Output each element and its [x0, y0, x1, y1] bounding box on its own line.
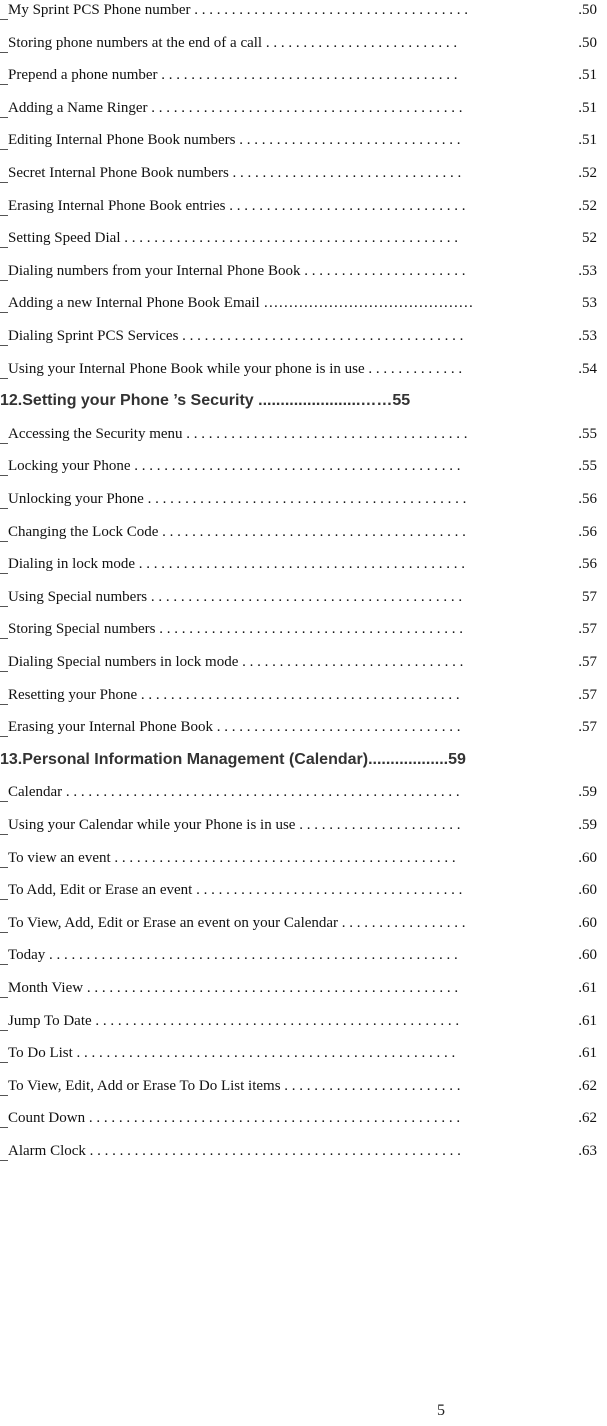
entry-underline-mark [0, 5, 8, 20]
entry-title: Storing Special numbers . . . . . . . . . . . . . . . . . . . . . . . . . . . . . . . . . . . . . . . . . [8, 621, 463, 638]
toc-entry [0, 619, 607, 647]
entry-underline-mark [0, 624, 8, 639]
toc-entry [0, 1076, 607, 1104]
toc-entry [0, 978, 607, 1006]
entry-page-number: .57 [578, 686, 597, 703]
entry-page-number: .56 [578, 523, 597, 540]
entry-title: Erasing your Internal Phone Book . . . . . . . . . . . . . . . . . . . . . . . . . . . . . . . . . [8, 719, 461, 736]
entry-title: 12.Setting your Phone ’s Security .......................…… [0, 392, 393, 410]
entry-title: Count Down . . . . . . . . . . . . . . . . . . . . . . . . . . . . . . . . . . . . . . . . . . . . . . . . . . [8, 1110, 461, 1127]
toc-entry [0, 261, 607, 289]
entry-page-number: .50 [578, 34, 597, 51]
toc-entry [0, 130, 607, 158]
entry-page-number: .63 [578, 1143, 597, 1159]
entry-page-number: .53 [578, 262, 597, 279]
entry-underline-mark [0, 722, 8, 737]
toc-entry [0, 913, 607, 941]
entry-page-number: .59 [578, 784, 597, 801]
entry-title: Using your Calendar while your Phone is in use . . . . . . . . . . . . . . . . . . . . . . [8, 817, 461, 833]
entry-underline-mark [0, 918, 8, 933]
toc-heading [0, 391, 607, 419]
entry-page-number: .51 [578, 132, 597, 149]
entry-title: Storing phone numbers at the end of a call . . . . . . . . . . . . . . . . . . . . . . . . . . [8, 34, 458, 51]
entry-underline-mark [0, 1113, 8, 1128]
entry-underline-mark [0, 1016, 8, 1031]
entry-underline-mark [0, 233, 8, 248]
toc-entry [0, 782, 607, 810]
toc-entry [0, 880, 607, 908]
entry-page-number: 53 [582, 295, 597, 312]
entry-page-number: .55 [578, 425, 597, 442]
toc-entry [0, 293, 607, 321]
entry-title: To View, Add, Edit or Erase an event on your Calendar . . . . . . . . . . . . . . . . . [8, 914, 466, 931]
toc-entry [0, 652, 607, 680]
entry-title: To Do List . . . . . . . . . . . . . . . . . . . . . . . . . . . . . . . . . . . . . . . . . . . . . . . . . . . [8, 1045, 456, 1062]
entry-underline-mark [0, 429, 8, 444]
toc-entry [0, 424, 607, 452]
toc-entry [0, 489, 607, 517]
entry-underline-mark [0, 690, 8, 705]
toc-entry [0, 1141, 607, 1169]
entry-underline-mark [0, 559, 8, 574]
entry-page-number: .61 [578, 1045, 597, 1062]
entry-page-number: .54 [578, 360, 597, 377]
entry-underline-mark [0, 266, 8, 281]
toc-entry [0, 65, 607, 93]
entry-title: Prepend a phone number . . . . . . . . . . . . . . . . . . . . . . . . . . . . . . . . . . . . . . . . [8, 67, 458, 84]
entry-page-number: .60 [578, 849, 597, 866]
page-number: 5 [437, 1402, 445, 1419]
entry-underline-mark [0, 787, 8, 802]
entry-page-number: .52 [578, 165, 597, 181]
entry-underline-mark [0, 331, 8, 346]
entry-underline-mark [0, 298, 8, 313]
entry-title: My Sprint PCS Phone number . . . . . . . . . . . . . . . . . . . . . . . . . . . . . . . . . . . . . [8, 2, 469, 18]
entry-title: To view an event . . . . . . . . . . . . . . . . . . . . . . . . . . . . . . . . . . . . . . . . . . . . . . [8, 849, 456, 866]
entry-title: Dialing Sprint PCS Services . . . . . . . . . . . . . . . . . . . . . . . . . . . . . . . . . . . . . . [8, 328, 464, 344]
entry-underline-mark [0, 168, 8, 183]
entry-title: Alarm Clock . . . . . . . . . . . . . . . . . . . . . . . . . . . . . . . . . . . . . . . . . . . . . . . . . . [8, 1143, 461, 1159]
entry-page-number: .59 [578, 817, 597, 833]
entry-underline-mark [0, 527, 8, 542]
entry-underline-mark [0, 885, 8, 900]
toc-entry [0, 815, 607, 843]
entry-underline-mark [0, 494, 8, 509]
entry-page-number: .57 [578, 719, 597, 736]
toc-entry [0, 1043, 607, 1071]
toc-entry [0, 359, 607, 387]
entry-title: Month View . . . . . . . . . . . . . . . . . . . . . . . . . . . . . . . . . . . . . . . . . . . . . . . . . . [8, 980, 459, 996]
entry-title: To Add, Edit or Erase an event . . . . . . . . . . . . . . . . . . . . . . . . . . . . . . . . . . . . [8, 882, 463, 899]
entry-underline-mark [0, 1081, 8, 1096]
entry-title: Unlocking your Phone . . . . . . . . . . . . . . . . . . . . . . . . . . . . . . . . . . . . . . . . . . . [8, 491, 467, 507]
toc-entry [0, 717, 607, 745]
entry-page-number: .50 [578, 2, 597, 18]
toc-entry [0, 587, 607, 615]
entry-page-number: .60 [578, 882, 597, 899]
toc-entry [0, 33, 607, 61]
entry-underline-mark [0, 461, 8, 476]
entry-page-number: 52 [582, 230, 597, 247]
entry-page-number: .61 [578, 980, 597, 996]
toc-entry [0, 98, 607, 126]
entry-title: Setting Speed Dial . . . . . . . . . . . . . . . . . . . . . . . . . . . . . . . . . . . . . . . . . . . . . [8, 230, 458, 247]
entry-page-number: .62 [578, 1077, 597, 1094]
toc-entry [0, 848, 607, 876]
entry-underline-mark [0, 135, 8, 150]
entry-underline-mark [0, 1146, 8, 1161]
entry-page-number: .60 [578, 947, 597, 964]
entry-underline-mark [0, 950, 8, 965]
toc-entry [0, 326, 607, 354]
toc-entry [0, 456, 607, 484]
toc-entry [0, 554, 607, 582]
toc-entry [0, 522, 607, 550]
entry-page-number: .51 [578, 67, 597, 84]
entry-title: Using your Internal Phone Book while your phone is in use . . . . . . . . . . . . . [8, 360, 463, 377]
entry-title: Dialing in lock mode . . . . . . . . . . . . . . . . . . . . . . . . . . . . . . . . . . . . . . . . . . . . [8, 556, 466, 573]
entry-title: To View, Edit, Add or Erase To Do List items . . . . . . . . . . . . . . . . . . . . . . . . [8, 1077, 461, 1094]
entry-underline-mark [0, 657, 8, 672]
toc-entry [0, 1011, 607, 1039]
toc-entry [0, 1108, 607, 1136]
entry-underline-mark [0, 364, 8, 379]
entry-underline-mark [0, 103, 8, 118]
toc-entry [0, 228, 607, 256]
entry-page-number: .52 [578, 197, 597, 214]
entry-page-number: .56 [578, 556, 597, 573]
entry-page-number: .61 [578, 1012, 597, 1029]
entry-title: Adding a new Internal Phone Book Email …………………………………… [8, 295, 474, 312]
entry-page-number: .57 [578, 621, 597, 638]
entry-page-number: .56 [578, 491, 597, 507]
entry-title: Locking your Phone . . . . . . . . . . . . . . . . . . . . . . . . . . . . . . . . . . . . . . . . . . . . [8, 458, 461, 475]
toc-entry [0, 945, 607, 973]
entry-page-number: .62 [578, 1110, 597, 1127]
entry-underline-mark [0, 592, 8, 607]
entry-title: 13.Personal Information Management (Calendar).................. [0, 750, 449, 768]
toc-entry [0, 0, 607, 28]
entry-title: Secret Internal Phone Book numbers . . . . . . . . . . . . . . . . . . . . . . . . . . . . . . . [8, 165, 462, 181]
entry-underline-mark [0, 38, 8, 53]
toc-entry [0, 196, 607, 224]
entry-title: Dialing Special numbers in lock mode . . . . . . . . . . . . . . . . . . . . . . . . . . . . . . [8, 654, 464, 670]
entry-page-number: 57 [582, 588, 597, 605]
entry-title: Resetting your Phone . . . . . . . . . . . . . . . . . . . . . . . . . . . . . . . . . . . . . . . . . . . [8, 686, 460, 703]
entry-underline-mark [0, 853, 8, 868]
entry-page-number: .53 [578, 328, 597, 344]
entry-underline-mark [0, 201, 8, 216]
entry-title: Changing the Lock Code . . . . . . . . . . . . . . . . . . . . . . . . . . . . . . . . . . . . . . . . . [8, 523, 466, 540]
entry-title: Erasing Internal Phone Book entries . . . . . . . . . . . . . . . . . . . . . . . . . . . . . . . . [8, 197, 466, 214]
entry-title: Today . . . . . . . . . . . . . . . . . . . . . . . . . . . . . . . . . . . . . . . . . . . . . . . . . . . . . . . [8, 947, 458, 964]
entry-underline-mark [0, 1048, 8, 1063]
entry-title: Using Special numbers . . . . . . . . . . . . . . . . . . . . . . . . . . . . . . . . . . . . . . . . . . [8, 588, 463, 605]
entry-underline-mark [0, 820, 8, 835]
entry-page-number: 59 [448, 750, 466, 768]
entry-title: Adding a Name Ringer . . . . . . . . . . . . . . . . . . . . . . . . . . . . . . . . . . . . . . . . . . [8, 99, 463, 116]
toc-heading [0, 750, 607, 778]
entry-page-number: .55 [578, 458, 597, 475]
entry-title: Accessing the Security menu . . . . . . . . . . . . . . . . . . . . . . . . . . . . . . . . . . . . . . [8, 425, 468, 442]
toc-entry [0, 163, 607, 191]
entry-title: Dialing numbers from your Internal Phone Book . . . . . . . . . . . . . . . . . . . . . . [8, 262, 466, 279]
entry-page-number: .60 [578, 914, 597, 931]
entry-title: Calendar . . . . . . . . . . . . . . . . . . . . . . . . . . . . . . . . . . . . . . . . . . . . . . . . . . . . . [8, 784, 460, 801]
entry-page-number: 55 [392, 392, 411, 410]
entry-underline-mark [0, 983, 8, 998]
toc-entry [0, 685, 607, 713]
entry-page-number: .51 [578, 99, 597, 116]
entry-title: Jump To Date . . . . . . . . . . . . . . . . . . . . . . . . . . . . . . . . . . . . . . . . . . . . . . . . . [8, 1012, 460, 1029]
entry-underline-mark [0, 70, 8, 85]
entry-title: Editing Internal Phone Book numbers . . . . . . . . . . . . . . . . . . . . . . . . . . . . . . [8, 132, 461, 149]
entry-page-number: .57 [578, 654, 597, 670]
